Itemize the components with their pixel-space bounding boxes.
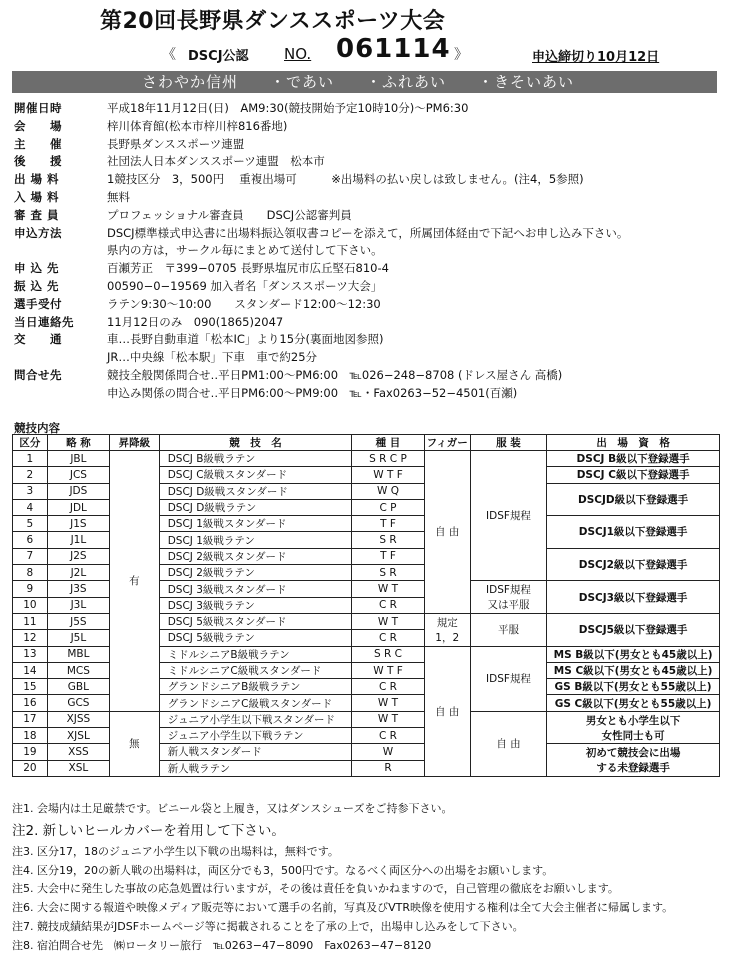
event-name: DSCJ 2級戦ラテン: [159, 565, 352, 581]
column-header: フィガー: [424, 435, 470, 451]
event-no: 5: [13, 516, 48, 532]
event-dances: C R: [352, 630, 424, 646]
event-code: J3L: [47, 597, 109, 613]
event-qualification: DSCJ B級以下登録選手: [547, 451, 720, 467]
event-code: J2S: [47, 548, 109, 564]
figure-rule: [424, 613, 470, 646]
event-name: DSCJ D級戦スタンダード: [159, 483, 352, 499]
dress-idsf-label: IDSF規程: [486, 584, 531, 597]
info-row: [14, 314, 726, 332]
info-value: プロフェッショナル審査員 DSCJ公認審判員: [107, 207, 352, 222]
info-row: [14, 331, 726, 349]
event-no: 9: [13, 581, 48, 597]
event-info: [14, 100, 726, 403]
info-row: [14, 225, 726, 243]
info-label: 入 場 料: [14, 189, 60, 204]
qualification-line: 男女とも小学生以下: [585, 714, 681, 727]
event-dances: T F: [352, 516, 424, 532]
info-value: 競技全般関係問合せ‥平日PM1:00〜PM6:00 ℡026−248−8708 (ドレス屋さん 高橋): [107, 367, 563, 382]
info-label: 選手受付: [14, 296, 62, 311]
event-name: DSCJ D級戦ラテン: [159, 499, 352, 515]
event-no: 1: [13, 451, 48, 467]
note-item: 注5. 大会中に発生した事故の応急処置は行いますが，その後は責任を負いかねますので，自己管理の徹底をお願いします。: [12, 882, 619, 896]
event-code: J2L: [47, 565, 109, 581]
note-item: 注1. 会場内は土足厳禁です。ビニール袋と上履き，又はダンスシューズをご持参下さい。: [12, 802, 453, 815]
event-code: JCS: [47, 467, 109, 483]
info-row: [14, 278, 726, 296]
info-label: [14, 349, 107, 367]
number-label: NO.: [284, 45, 312, 63]
figure-rule-numbers: 1，2: [435, 631, 460, 644]
info-row: [14, 136, 726, 154]
info-row: [14, 296, 726, 314]
event-no: 6: [13, 532, 48, 548]
info-label: 審 査 員: [14, 207, 60, 222]
event-dances: C P: [352, 499, 424, 515]
event-no: 17: [13, 711, 48, 727]
event-no: 8: [13, 565, 48, 581]
info-value: 車…長野自動車道「松本IC」より15分(裏面地図参照): [107, 332, 384, 347]
dress-plain-alt-label: 又は平服: [487, 599, 530, 612]
dress-idsf-or-plain: [470, 581, 546, 614]
event-qualification: MS B級以下(男女とも45歳以上): [547, 646, 720, 662]
event-code: XSS: [47, 744, 109, 760]
event-code: XSL: [47, 760, 109, 776]
event-no: 13: [13, 646, 48, 662]
info-row: [14, 207, 726, 225]
note-item: 注2. 新しいヒールカバーを着用して下さい。: [12, 822, 285, 839]
event-name: DSCJ 5級戦ラテン: [159, 630, 352, 646]
event-no: 20: [13, 760, 48, 776]
certification-line: [162, 36, 702, 66]
event-no: 3: [13, 483, 48, 499]
event-dances: C R: [352, 728, 424, 744]
event-code: MBL: [47, 646, 109, 662]
info-label: 開催日時: [14, 101, 62, 115]
qualification-line: 初めて競技会に出場: [585, 747, 681, 760]
info-row: [14, 367, 726, 385]
column-header: 服 装: [470, 435, 546, 451]
event-name: 新人戦ラテン: [159, 760, 352, 776]
event-dances: W Q: [352, 483, 424, 499]
event-name: 新人戦スタンダード: [159, 744, 352, 760]
info-row: [14, 349, 726, 367]
event-qualification: GS C級以下(男女とも55歳以上): [547, 695, 720, 711]
certification-number: 061114: [336, 34, 451, 64]
event-dances: T F: [352, 548, 424, 564]
dress-idsf: IDSF規程: [470, 646, 546, 711]
info-value: 県内の方は，サークル毎にまとめて送付して下さい。: [107, 243, 383, 258]
info-value: 百瀬芳正 〒399−0705 長野県塩尻市広丘堅石810-4: [107, 261, 389, 276]
dress-idsf: IDSF規程: [470, 451, 546, 581]
event-dances: S R C P: [352, 451, 424, 467]
info-value: 社団法人日本ダンススポーツ連盟 松本市: [107, 154, 325, 169]
event-dances: W: [352, 744, 424, 760]
event-name: ジュニア小学生以下戦ラテン: [159, 728, 352, 744]
event-name: グランドシニアB級戦ラテン: [159, 679, 352, 695]
column-header: 競 技 名: [159, 435, 352, 451]
event-dances: C R: [352, 679, 424, 695]
event-no: 19: [13, 744, 48, 760]
event-code: J5L: [47, 630, 109, 646]
info-row: [14, 242, 726, 260]
info-label: [14, 242, 107, 260]
event-qualification: DSCJ1級以下登録選手: [547, 516, 720, 549]
event-code: MCS: [47, 662, 109, 678]
event-dances: W T: [352, 711, 424, 727]
event-name: DSCJ C級戦スタンダード: [159, 467, 352, 483]
event-code: JDS: [47, 483, 109, 499]
column-header: 区分: [13, 435, 48, 451]
event-code: JBL: [47, 451, 109, 467]
event-no: 14: [13, 662, 48, 678]
column-header: 種 目: [352, 435, 424, 451]
note-item: 注8. 宿泊問合せ先 ㈱ロータリー旅行 ℡0263−47−8090 Fax0263−47−8120: [12, 938, 432, 952]
event-qualification: MS C級以下(男女とも45歳以上): [547, 662, 720, 678]
event-name: ミドルシニアB級戦ラテン: [159, 646, 352, 662]
note-item: 注7. 競技成績結果がJDSFホームページ等に掲載されることを了承の上で，出場申し込みをして下さい。: [12, 919, 524, 933]
info-value: DSCJ標準様式申込書に出場料振込領収書コピーを添えて，所属団体経由で下記へお申し込み下さい。: [107, 225, 629, 240]
promotion-yes: 有: [110, 451, 160, 712]
event-no: 4: [13, 499, 48, 515]
info-label: 会 場: [14, 118, 62, 133]
event-dances: S R: [352, 565, 424, 581]
event-name: ミドルシニアC級戦スタンダード: [159, 662, 352, 678]
event-dances: W T: [352, 613, 424, 629]
column-header: 出 場 資 格: [547, 435, 720, 451]
event-qualification: [547, 711, 720, 744]
notes-section: [12, 800, 732, 955]
event-name: DSCJ B級戦ラテン: [159, 451, 352, 467]
event-code: GBL: [47, 679, 109, 695]
event-code: XJSS: [47, 711, 109, 727]
event-qualification: DSCJ3級以下登録選手: [547, 581, 720, 614]
info-label: 申 込 先: [14, 261, 60, 276]
column-header: 略 称: [47, 435, 109, 451]
dress-plain: 平服: [470, 613, 546, 646]
info-label: 申込方法: [14, 225, 62, 240]
event-no: 10: [13, 597, 48, 613]
note-item: 注4. 区分19，20の新人戦の出場料は，両区分でも3，500円です。なるべく両区分への出場をお願いします。: [12, 863, 554, 877]
event-dances: W T F: [352, 662, 424, 678]
info-value: 無料: [107, 189, 130, 204]
event-no: 12: [13, 630, 48, 646]
event-qualification: [547, 744, 720, 777]
info-row: [14, 153, 726, 171]
info-label: 問合せ先: [14, 367, 62, 382]
table-header-row: [13, 435, 720, 451]
slogan-banner: さわやか信州 ・であい ・ふれあい ・きそいあい: [12, 71, 717, 93]
info-value: 長野県ダンススポーツ連盟: [107, 136, 245, 151]
certification-org: DSCJ公認: [188, 49, 249, 64]
event-dances: R: [352, 760, 424, 776]
event-no: 2: [13, 467, 48, 483]
info-label: 振 込 先: [14, 278, 60, 293]
event-no: 11: [13, 613, 48, 629]
event-qualification: GS B級以下(男女とも55歳以上): [547, 679, 720, 695]
event-dances: W T F: [352, 467, 424, 483]
event-code: JDL: [47, 499, 109, 515]
info-value: ラテン9:30〜10:00 スタンダード12:00〜12:30: [107, 296, 381, 311]
info-value: 00590−0−19569 加入者名「ダンススポーツ大会」: [107, 278, 383, 293]
info-label: [14, 385, 107, 403]
event-qualification: DSCJD級以下登録選手: [547, 483, 720, 516]
open-bracket: 《: [162, 47, 176, 63]
table-row: [13, 711, 720, 727]
column-header: 昇降級: [110, 435, 160, 451]
figure-free: 自 由: [424, 451, 470, 614]
event-no: 16: [13, 695, 48, 711]
table-row: [13, 451, 720, 467]
event-no: 15: [13, 679, 48, 695]
info-label: 出 場 料: [14, 172, 60, 187]
info-value: 1競技区分 3，500円 重複出場可 ※出場料の払い戻しは致しません。(注4，5参照): [107, 172, 584, 187]
event-name: DSCJ 3級戦スタンダード: [159, 581, 352, 597]
info-row: [14, 118, 726, 136]
qualification-line: する未登録選手: [596, 762, 670, 775]
event-name: DSCJ 5級戦スタンダード: [159, 613, 352, 629]
event-dances: S R C: [352, 646, 424, 662]
event-no: 18: [13, 728, 48, 744]
event-code: J1L: [47, 532, 109, 548]
info-label: 主 催: [14, 136, 62, 151]
event-code: XJSL: [47, 728, 109, 744]
event-name: ジュニア小学生以下戦スタンダード: [159, 711, 352, 727]
info-label: 後 援: [14, 154, 62, 169]
info-row: [14, 385, 726, 403]
event-name: DSCJ 1級戦スタンダード: [159, 516, 352, 532]
event-name: DSCJ 2級戦スタンダード: [159, 548, 352, 564]
info-row: [14, 260, 726, 278]
qualification-line: 女性同士も可: [601, 729, 665, 742]
info-label: 交 通: [14, 332, 62, 347]
note-item: 注6. 大会に関する報道や映像メディア販売等において選手の名前，写真及びVTR映像を使用する権利は全て大会主催者に帰属します。: [12, 901, 674, 915]
info-value: 申込み関係の問合せ‥平日PM6:00〜PM9:00 ℡・Fax0263−52−4501(百瀬): [107, 385, 518, 400]
info-value: JR…中央線「松本駅」下車 車で約25分: [107, 350, 318, 365]
event-qualification: DSCJ2級以下登録選手: [547, 548, 720, 581]
event-dances: C R: [352, 597, 424, 613]
figure-rule-label: 規定: [436, 616, 458, 629]
event-dances: S R: [352, 532, 424, 548]
event-no: 7: [13, 548, 48, 564]
event-name: グランドシニアC級戦スタンダード: [159, 695, 352, 711]
info-value: 11月12日のみ 090(1865)2047: [107, 314, 284, 329]
event-name: DSCJ 3級戦ラテン: [159, 597, 352, 613]
event-dances: W T: [352, 695, 424, 711]
info-row: [14, 171, 726, 189]
event-code: J1S: [47, 516, 109, 532]
event-code: J3S: [47, 581, 109, 597]
application-deadline: 申込締切り10月12日: [532, 50, 660, 65]
event-code: GCS: [47, 695, 109, 711]
event-dances: W T: [352, 581, 424, 597]
page-title: 第20回長野県ダンススポーツ大会: [100, 9, 446, 34]
event-name: DSCJ 1級戦ラテン: [159, 532, 352, 548]
event-code: J5S: [47, 613, 109, 629]
info-value: 平成18年11月12日(日) AM9:30(競技開始予定10時10分)〜PM6:30: [107, 101, 469, 115]
note-item: 注3. 区分17，18のジュニア小学生以下戦の出場料は，無料です。: [12, 844, 339, 858]
events-table: [12, 434, 720, 777]
events-section-title: 競技内容: [14, 421, 60, 435]
info-row: [14, 100, 726, 118]
close-bracket: 》: [454, 47, 468, 63]
event-qualification: DSCJ C級以下登録選手: [547, 467, 720, 483]
event-qualification: DSCJ5級以下登録選手: [547, 613, 720, 646]
figure-free: 自 由: [424, 646, 470, 776]
info-value: 梓川体育館(松本市梓川梓816番地): [107, 118, 288, 133]
promotion-no: 無: [110, 711, 160, 776]
dress-free: 自 由: [470, 711, 546, 776]
info-label: 当日連絡先: [14, 314, 74, 329]
info-row: [14, 189, 726, 207]
